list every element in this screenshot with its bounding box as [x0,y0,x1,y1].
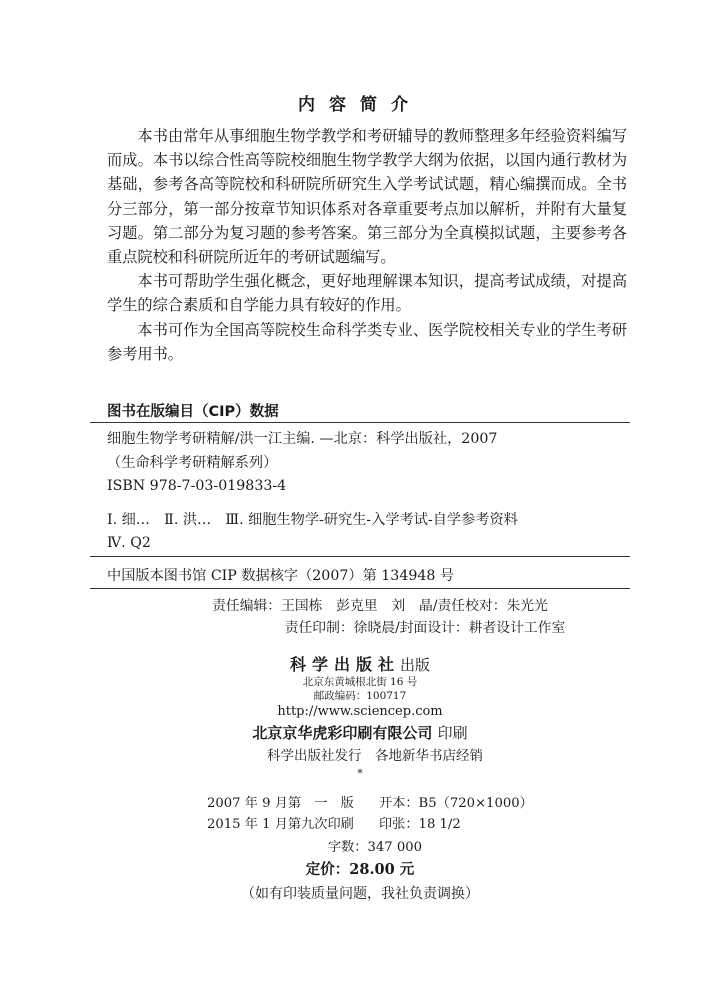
production-credits: 责任印制：徐晓晨/封面设计：耕者设计工作室 [284,620,566,636]
cip-series-line: （生命科学考研精解系列） [107,454,278,471]
cip-subject-line: Ⅰ. 细… Ⅱ. 洪… Ⅲ. 细胞生物学-研究生-入学考试-自学参考资料 [107,511,518,528]
intro-paragraph-2: 本书可帮助学生强化概念，更好地理解课本知识，提高考试成绩，对提高学生的综合素质和自学能力具有较好的作用。 [107,272,627,315]
specs-row-1 [207,793,547,814]
edition-date: 2007 年 9 月第 一 版 [207,796,354,811]
printed-sheets: 印张：18 1/2 [379,817,461,832]
intro-body [107,124,627,366]
publisher-line [0,652,720,675]
printer-name: 北京京华虎彩印刷有限公司 [252,724,433,742]
word-count: 字数：347 000 [327,840,423,855]
cip-record [107,428,632,556]
cip-approval-number: 中国版本图书馆 CIP 数据核字（2007）第 134948 号 [107,568,455,584]
book-format: 开本：B5（720×1000） [379,796,533,811]
intro-title: 内容简介 [298,95,422,115]
edition-specs [207,793,547,835]
publisher-url: http://www.sciencep.com [277,704,443,719]
printer-line [0,721,720,745]
publisher-block [0,652,720,781]
cip-heading: 图书在版编目（CIP）数据 [107,404,279,420]
credits [0,595,720,639]
specs-row-2 [207,814,547,835]
intro-paragraph-1: 本书由常年从事细胞生物学教学和考研辅导的教师整理多年经验资料编写而成。本书以综合性高等院校细胞生物学教学大纲为依据，以国内通行教材为基础，参考各高等院校和科研院所研究生入学考试试题，精心编撰而成。全书分三部分，第一部分按章节知识体系对各章重要考点加以解析，并附有大量复习题。第二部分为复习题的参考答案。第三部分为全真模拟试题，主要参考各重点院校和科研院所近年的考研试题编写。 [107,127,627,267]
cip-bottom-rule [90,588,630,589]
book-price: 定价：28.00 元 [305,861,415,878]
intro-paragraph-3: 本书可作为全国高等院校生命科学类专业、医学院校相关专业的学生考研参考用书。 [107,320,627,363]
printing-date: 2015 年 1 月第九次印刷 [207,817,354,832]
printer-suffix: 印刷 [437,724,468,742]
distribution-line: 科学出版社发行 各地新华书店经销 [267,748,483,764]
cip-isbn: ISBN 978-7-03-019833-4 [107,478,287,494]
editor-credits: 责任编辑：王国栋 彭克里 刘 晶/责任校对：朱光光 [212,598,548,614]
cip-top-rule [90,422,630,423]
cip-title-line: 细胞生物学考研精解/洪一江主编. —北京：科学出版社，2007 [107,431,498,447]
publisher-postcode: 邮政编码：100717 [313,690,407,702]
publisher-name: 科学出版社 [289,655,400,674]
publisher-address: 北京东黄城根北街 16 号 [302,676,418,688]
cip-class-line: Ⅳ. Q2 [107,535,151,551]
quality-note: （如有印装质量问题，我社负责调换） [241,886,479,902]
separator-star: * [357,767,363,780]
cip-middle-rule [90,556,630,557]
publisher-suffix: 出版 [400,656,431,674]
